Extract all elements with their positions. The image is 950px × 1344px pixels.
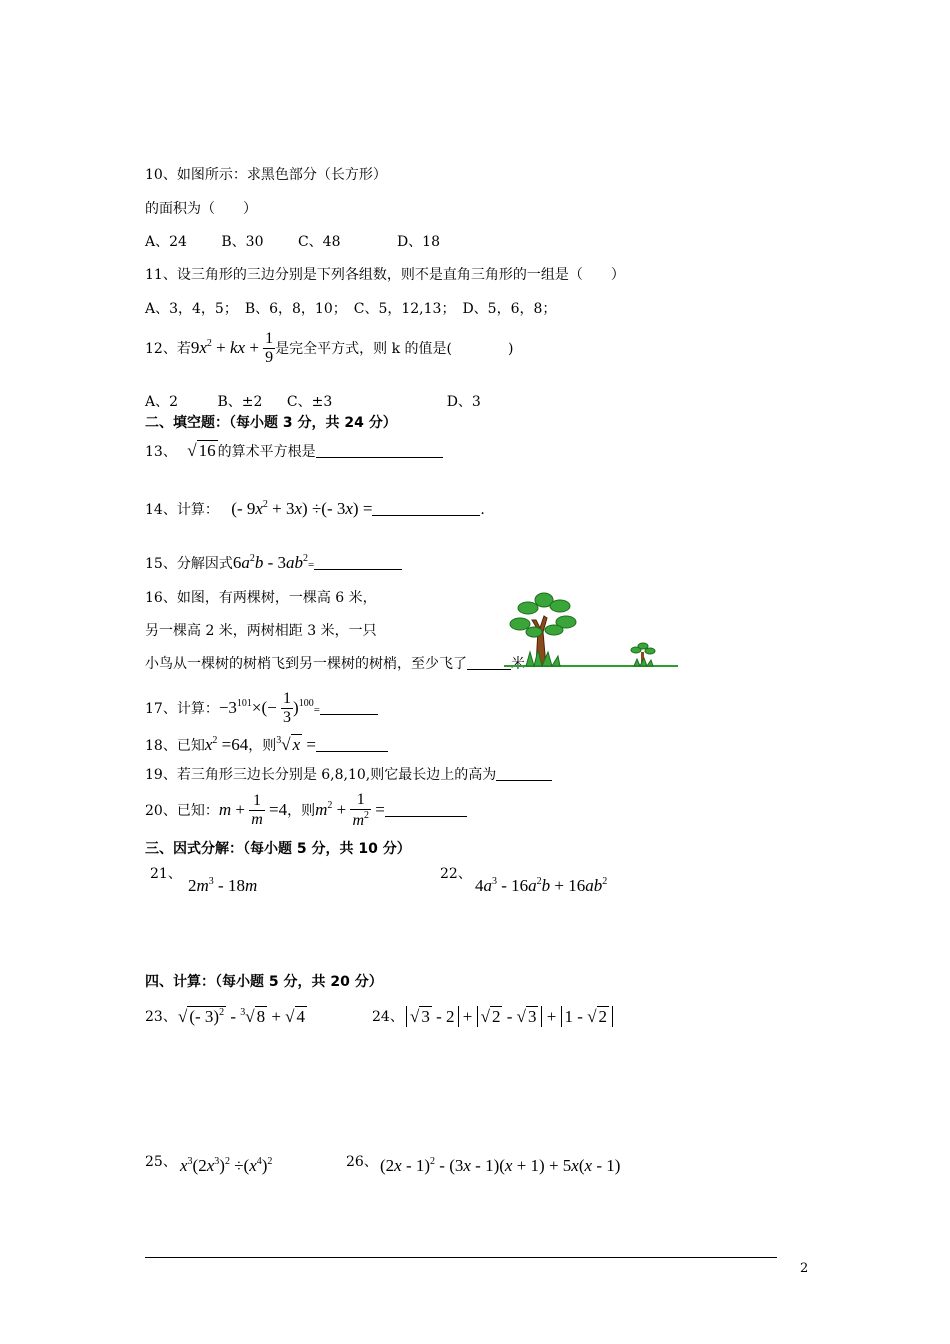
q13-prefix: 13、	[145, 444, 177, 460]
q10-options	[145, 231, 440, 251]
q10-opt-a: A、24	[145, 234, 187, 250]
q18-mid: ，则	[248, 738, 277, 754]
q25-expression: $x^3(2x^3)^2 \div(x^4)^2$	[180, 1156, 273, 1175]
q23-expression: √ (- 3)$^2$ - $^3$√ 8 + √ 4	[178, 1007, 306, 1026]
q17-text	[145, 690, 378, 728]
q24-label: 24、	[372, 1009, 404, 1025]
q10-opt-c: C、48	[297, 234, 341, 250]
q19-answer-blank[interactable]	[496, 766, 552, 781]
q12-opt-d: D、3	[446, 394, 481, 410]
q15-expression: $6a^2b - 3ab^2=$	[232, 553, 315, 572]
q23-label: 23、	[145, 1009, 177, 1025]
q21-label: 21、	[150, 866, 182, 882]
q19-text-content: 19、若三角形三边长分别是 6,8,10,则它最长边上的高为	[145, 767, 497, 783]
q16-line3-text: 小鸟从一棵树的树梢飞到另一棵树的树梢，至少飞了	[145, 656, 467, 672]
q10-opt-b: B、30	[221, 234, 264, 250]
q10-opt-d: D、18	[396, 234, 440, 250]
small-tree-icon	[631, 643, 655, 666]
q20-condition: m + $\frac{1}{m}$ =4	[218, 792, 288, 829]
q22-label: 22、	[440, 866, 472, 882]
q17-prefix: 17、计算：	[145, 700, 219, 717]
q14-prefix: 14、计算：	[145, 502, 219, 518]
q15-answer-blank[interactable]	[314, 555, 402, 570]
q18-prefix: 18、已知	[145, 738, 205, 754]
q12-opt-c: C、±3	[286, 394, 333, 410]
q16-line1: 16、如图，有两棵树，一棵高 6 米，	[145, 590, 377, 606]
q14-text	[145, 499, 485, 519]
q10-line2: 的面积为（ ）	[145, 201, 257, 217]
q13-text	[145, 440, 443, 461]
q16-line3	[145, 653, 525, 673]
q26-label: 26、	[346, 1154, 378, 1170]
footer-divider	[145, 1257, 777, 1258]
q13-answer-blank[interactable]	[316, 443, 443, 458]
q18-answer-blank[interactable]	[316, 737, 388, 752]
q12-opt-b: B、±2	[217, 394, 263, 410]
big-tree-icon	[510, 593, 576, 666]
q20-mid: ，则	[287, 802, 316, 819]
q25-label: 25、	[145, 1154, 177, 1170]
page-number: 2	[800, 1261, 809, 1276]
q19-text	[145, 764, 552, 784]
q13-radical: √ 16	[187, 441, 216, 460]
q17-expression: $-3^{101}\times(-$ $\frac{1}{3}$ )$^{100}$=	[218, 690, 320, 727]
q15-text	[145, 553, 402, 573]
q12-suffix: 是完全平方式，则 k 的值是( )	[275, 340, 514, 357]
q15-prefix: 15、分解因式	[145, 556, 233, 572]
q14-answer-blank[interactable]	[372, 501, 480, 516]
section-2-title: 二、填空题：（每小题 3 分，共 24 分）	[145, 415, 397, 431]
q20-answer-blank[interactable]	[385, 802, 467, 817]
q14-period: .	[480, 502, 485, 518]
q18-expression: $^3$√ x =	[276, 735, 316, 754]
section-4-title: 四、计算：（每小题 5 分，共 20 分）	[145, 974, 383, 990]
two-trees-illustration	[496, 590, 680, 672]
q18-text	[145, 734, 388, 755]
q13-suffix: 的算术平方根是	[217, 444, 316, 460]
q10-line1: 10、如图所示：求黑色部分（长方形）	[145, 167, 387, 183]
q21-expression: $2m^3 - 18m$	[188, 876, 258, 895]
q16-line2: 另一棵高 2 米，两树相距 3 米，一只	[145, 623, 377, 639]
q24-expression: √ 3 - 2 + √ 2 - √ 3 + 1 - √ 2	[406, 1006, 613, 1027]
section-3-title: 三、因式分解：（每小题 5 分，共 10 分）	[145, 841, 411, 857]
q18-condition: $x^2 =64$	[204, 735, 249, 754]
q17-answer-blank[interactable]	[320, 700, 378, 715]
q11-options: A、3，4，5； B、6，8，10； C、5，12,13； D、5，6，8；	[145, 301, 557, 317]
q20-text	[145, 791, 467, 831]
q22-expression: $4a^3 - 16a^2b + 16ab^2$	[475, 876, 608, 895]
q14-expression: (- $9x^2 + 3x$) ÷(- 3x) =	[231, 499, 373, 518]
q16-unit: 米	[511, 656, 525, 672]
q12-expression: $9x^2$ + kx + $\frac{1}{9}$	[190, 330, 274, 367]
q20-prefix: 20、已知：	[145, 802, 219, 819]
q26-expression: (2x - 1)$^2$ - (3x - 1)(x + 1) + 5x(x - 1)	[380, 1156, 621, 1175]
q12-text	[145, 330, 513, 368]
q12-options	[145, 391, 481, 411]
q11-text: 11、设三角形的三边分别是下列各组数，则不是直角三角形的一组是（ ）	[145, 267, 625, 283]
q20-expression: $m^2$ + $\frac{1}{m^2}$ =	[315, 791, 385, 830]
q12-opt-a: A、2	[145, 394, 179, 410]
q12-prefix: 12、若	[145, 340, 191, 357]
